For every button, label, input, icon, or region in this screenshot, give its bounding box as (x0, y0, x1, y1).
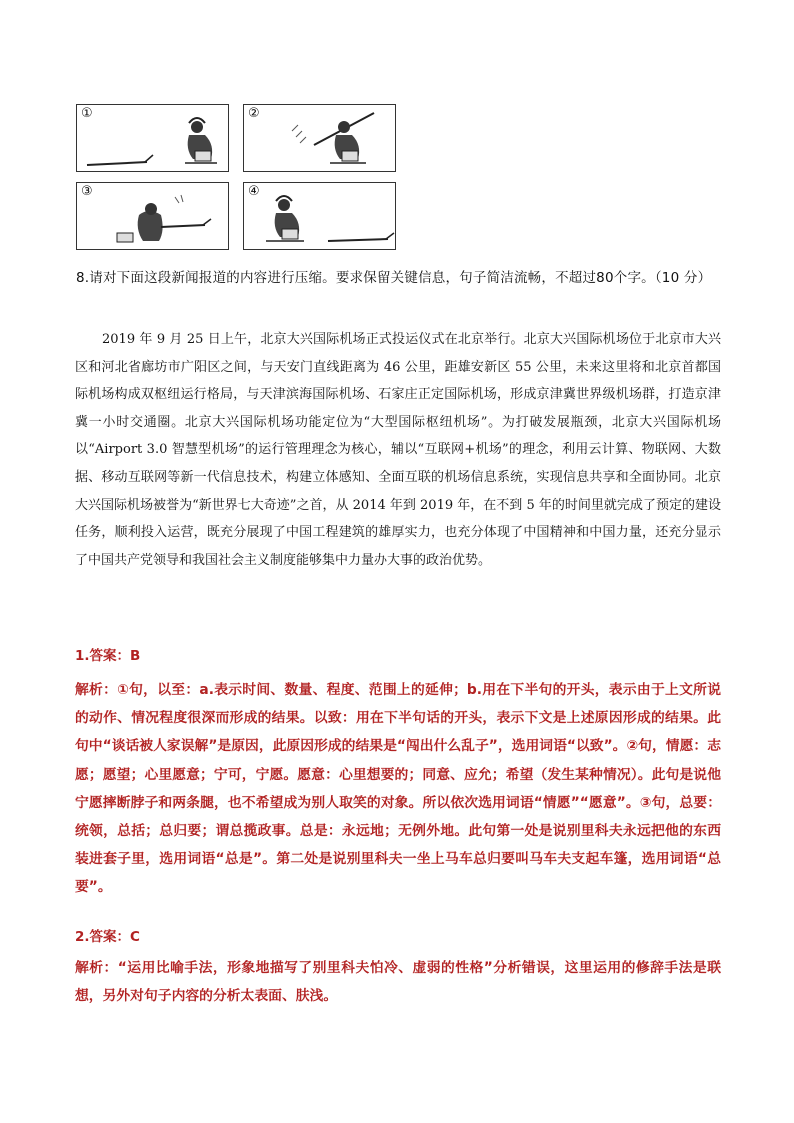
cartoon-panel-4 (243, 182, 396, 250)
answer-1-analysis: 解析：①句，以至：a.表示时间、数量、程度、范围上的延伸；b.用在下半句的开头，表示由于上文所说的动作、情况程度很深而形成的结果。以致：用在下半句话的开头，表示下文是上述原因形成的结果。此句中“谈话被人家误解”是原因，此原因形成的结果是“闯出什么乱子”，选用词语“以致”。②句，情愿：志愿；愿望；心里愿意；宁可，宁愿。愿意：心里想要的；同意、应允；希望（发生某种情况）。此句是说他宁愿摔断脖子和两条腿，也不希望成为别人取笑的对象。所以依次选用词语“情愿”“愿意”。③句，总要：统领，总括；总归要；谓总揽政事。总是：永远地；无例外地。此句第一处是说别里科夫永远把他的东西装进套子里，选用词语“总是”。第二处是说别里科夫一坐上马车总归要叫马车夫支起车篷，选用词语“总要”。 (75, 682, 721, 896)
answer-2-label: 2.答案：C (75, 929, 140, 945)
cartoon-panel-2 (243, 104, 396, 172)
cartoon-panel-1 (76, 104, 229, 172)
cartoon-drawing-3 (77, 183, 229, 250)
cartoon-drawing-1 (77, 105, 229, 172)
answer-1-label: 1.答案：B (75, 648, 141, 664)
cartoon-drawing-2 (244, 105, 396, 172)
question-8: 8.请对下面这段新闻报道的内容进行压缩。要求保留关键信息，句子简洁流畅，不超过80个字。（10 分） (76, 270, 712, 286)
news-passage: 2019 年 9 月 25 日上午，北京大兴国际机场正式投运仪式在北京举行。北京大兴国际机场位于北京市大兴区和河北省廊坊市广阳区之间，与天安门直线距离为 46 公里，距雄安新区 55 公里，未来这里将和北京首都国际机场构成双枢纽运行格局，与天津滨海国际机场、石家庄正定国际机场，形成京津冀世界级机场群，打造京津冀一小时交通圈。北京大兴国际机场功能定位为“大型国际枢纽机场”。为打破发展瓶颈，北京大兴国际机场以“Airport 3.0 智慧型机场”的运行管理理念为核心，辅以“互联网+机场”的理念，利用云计算、物联网、大数据、移动互联网等新一代信息技术，构建立体感知、全面互联的机场信息系统，实现信息共享和全面协同。北京大兴国际机场被誉为“新世界七大奇迹”之首，从 2014 年到 2019 年，在不到 5 年的时间里就完成了预定的建设任务，顺利投入运营，既充分展现了中国工程建筑的雄厚实力，也充分体现了中国精神和中国力量，还充分显示了中国共产党领导和我国社会主义制度能够集中力量办大事的政治优势。 (75, 332, 721, 568)
panel-number: ④ (248, 184, 260, 199)
panel-number: ① (81, 106, 93, 121)
panel-number: ③ (81, 184, 93, 199)
cartoon-panel-3 (76, 182, 229, 250)
answer-2-analysis: 解析：“运用比喻手法，形象地描写了别里科夫怕冷、虚弱的性格”分析错误，这里运用的修辞手法是联想，另外对句子内容的分析太表面、肤浅。 (75, 960, 721, 1005)
panel-number: ② (248, 106, 260, 121)
cartoon-drawing-4 (244, 183, 396, 250)
cartoon-panels (76, 104, 398, 256)
